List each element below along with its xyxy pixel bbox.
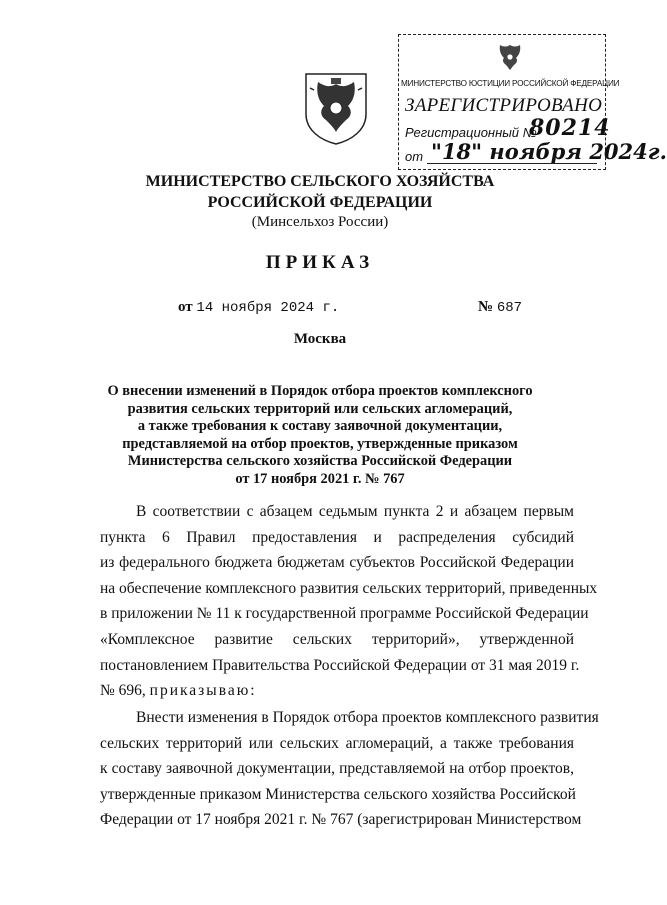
stamp-date-value: "18" ноября 2024г. <box>431 139 667 164</box>
body-line: сельских территорий или сельских агломераций, а также требования <box>100 734 574 752</box>
order-word: приказываю: <box>149 682 257 700</box>
title-line: от 17 ноября 2021 г. № 767 <box>235 470 405 487</box>
order-number <box>478 299 522 316</box>
body-line: к составу заявочной документации, представляемой на отбор проектов, <box>100 760 574 778</box>
body-line: Внести изменения в Порядок отбора проектов комплексного развития <box>136 709 599 726</box>
decree-number-ref: № 696, <box>100 682 146 700</box>
body-line: в приложении № 11 к государственной программе Российской Федерации <box>100 605 589 623</box>
title-line: О внесении изменений в Порядок отбора проектов комплексного <box>107 383 533 399</box>
order-date <box>178 299 339 316</box>
body-line-order <box>100 678 574 704</box>
title-line: представляемой на отбор проектов, утвержденные приказом <box>122 435 518 452</box>
stamp-reg-number: 80214 <box>529 115 611 141</box>
stamp-date-underline <box>427 163 597 164</box>
title-line: а также требования к составу заявочной документации, <box>137 418 503 435</box>
stamp-registered-text: ЗАРЕГИСТРИРОВАНО <box>405 95 603 116</box>
registration-stamp <box>398 34 667 170</box>
ministry-name-line1: МИНИСТЕРСТВО СЕЛЬСКОГО ХОЗЯЙСТВА <box>145 173 495 190</box>
body-line: пункта 6 Правил предоставления и распределения субсидий <box>100 528 574 546</box>
main-paragraph <box>100 705 599 833</box>
body-line: постановлением Правительства Российской Федерации от 31 мая 2019 г. <box>100 656 580 674</box>
stamp-date-prefix: от <box>405 149 424 164</box>
body-line: утвержденные приказом Министерства сельского хозяйства Российской <box>100 785 576 803</box>
body-line: из федерального бюджета бюджетам субъектов Российской Федерации <box>100 554 574 572</box>
body-line: В соответствии с абзацем седьмым пункта 2 и абзацем первым <box>136 503 574 520</box>
body-line: на обеспечение комплексного развития сельских территорий, приведенных <box>100 579 598 597</box>
title-line: развития сельских территорий или сельских агломераций, <box>127 400 513 417</box>
coat-of-arms-emblem-icon <box>300 70 372 146</box>
stamp-reg-label: Регистрационный № <box>405 125 537 140</box>
order-date-prefix: от <box>178 299 193 315</box>
body-line: «Комплексное развитие сельских территорий», утвержденной <box>100 630 574 648</box>
body-line: Федерации от 17 ноября 2021 г. № 767 (зарегистрирован Министерством <box>100 811 582 829</box>
order-title <box>90 383 550 489</box>
stamp-ministry-text: МИНИСТЕРСТВО ЮСТИЦИИ РОССИЙСКОЙ ФЕДЕРАЦИИ <box>401 79 620 88</box>
stamp-eagle-icon <box>497 41 523 71</box>
order-number-value: 687 <box>496 300 523 316</box>
order-number-prefix: № <box>478 299 494 315</box>
order-city: Москва <box>293 331 347 347</box>
document-type-heading: ПРИКАЗ <box>265 252 375 273</box>
order-date-value: 14 ноября 2024 г. <box>196 300 340 316</box>
ministry-name-line2: РОССИЙСКОЙ ФЕДЕРАЦИИ <box>207 194 433 211</box>
ministry-short-name: (Минсельхоз России) <box>251 214 389 230</box>
preamble-paragraph <box>100 499 598 704</box>
title-line: Министерства сельского хозяйства Российской Федерации <box>127 453 513 470</box>
